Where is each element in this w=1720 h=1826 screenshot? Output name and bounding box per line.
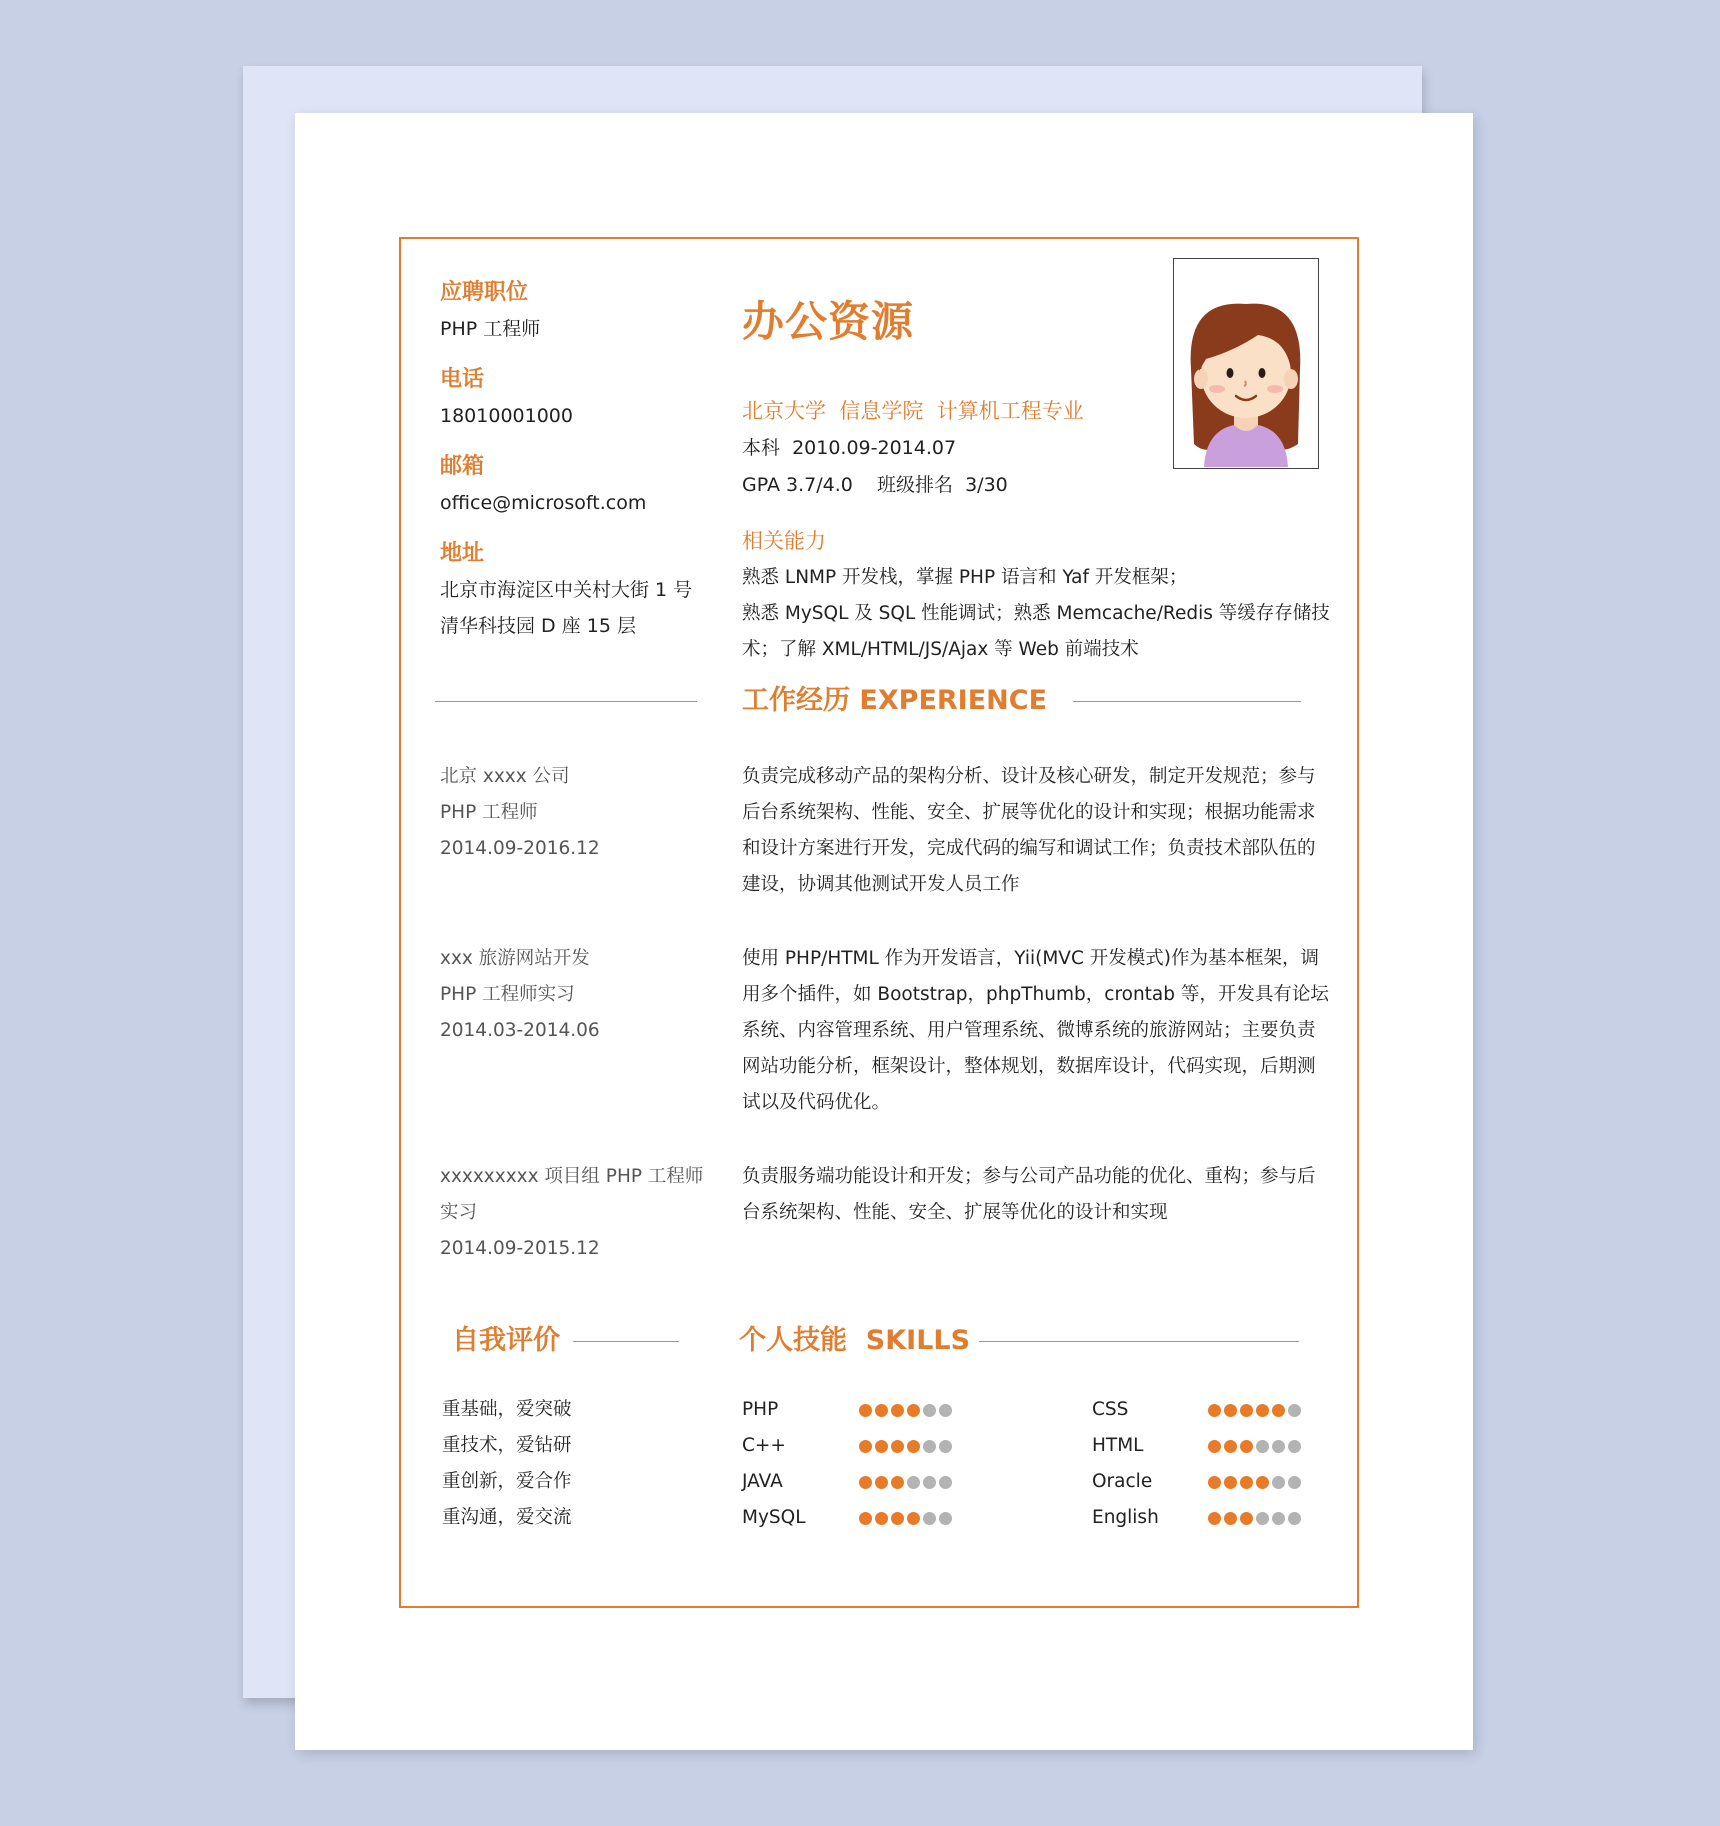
experience-desc-line: 网站功能分析，框架设计，整体规划，数据库设计，代码实现，后期测 bbox=[742, 1056, 1316, 1077]
rating-dot-filled bbox=[907, 1440, 920, 1453]
rating-dot-filled bbox=[875, 1512, 888, 1525]
resume-page bbox=[295, 113, 1473, 1750]
experience-period: 2014.09-2016.12 bbox=[440, 838, 600, 859]
rating-dot-filled bbox=[891, 1440, 904, 1453]
education-gpa: GPA 3.7/4.0 班级排名 3/30 bbox=[742, 474, 1008, 496]
experience-desc-line: 和设计方案进行开发，完成代码的编写和调试工作；负责技术部队伍的 bbox=[742, 838, 1316, 859]
abilities-line-3: 术；了解 XML/HTML/JS/Ajax 等 Web 前端技术 bbox=[742, 639, 1139, 660]
experience-desc-line: 负责服务端功能设计和开发；参与公司产品功能的优化、重构；参与后 bbox=[742, 1166, 1316, 1187]
rating-dot-empty bbox=[1288, 1404, 1301, 1417]
skill-name: CSS bbox=[1092, 1399, 1129, 1420]
rating-dot-filled bbox=[875, 1440, 888, 1453]
experience-rule-right bbox=[1073, 701, 1301, 702]
rating-dot-empty bbox=[923, 1512, 936, 1525]
self-eval-title: 自我评价 bbox=[452, 1325, 560, 1356]
rating-dot-filled bbox=[1208, 1476, 1221, 1489]
experience-company: xxxxxxxxx 项目组 PHP 工程师 bbox=[440, 1166, 704, 1187]
experience-rule-left bbox=[435, 701, 697, 702]
email-label: 邮箱 bbox=[440, 454, 485, 479]
experience-period: 2014.03-2014.06 bbox=[440, 1020, 600, 1041]
rating-dot-empty bbox=[1272, 1512, 1285, 1525]
skill-rating bbox=[1208, 1404, 1301, 1417]
abilities-line-1: 熟悉 LNMP 开发栈，掌握 PHP 语言和 Yaf 开发框架； bbox=[742, 567, 1188, 588]
email-value: office@microsoft.com bbox=[440, 492, 647, 514]
self-eval-rule bbox=[573, 1341, 679, 1342]
rating-dot-filled bbox=[1224, 1440, 1237, 1453]
skill-rating bbox=[859, 1440, 952, 1453]
rating-dot-empty bbox=[939, 1404, 952, 1417]
abilities-line-2: 熟悉 MySQL 及 SQL 性能调试；熟悉 Memcache/Redis 等缓存存储技 bbox=[742, 603, 1330, 624]
skills-title: 个人技能 SKILLS bbox=[739, 1325, 971, 1356]
address-line-1: 北京市海淀区中关村大街 1 号 bbox=[440, 579, 693, 601]
rating-dot-filled bbox=[1224, 1512, 1237, 1525]
rating-dot-empty bbox=[939, 1512, 952, 1525]
rating-dot-empty bbox=[1288, 1440, 1301, 1453]
candidate-name: 办公资源 bbox=[742, 297, 915, 346]
rating-dot-filled bbox=[891, 1512, 904, 1525]
skill-name: PHP bbox=[742, 1399, 779, 1420]
experience-desc-line: 负责完成移动产品的架构分析、设计及核心研发，制定开发规范；参与 bbox=[742, 766, 1316, 787]
rating-dot-filled bbox=[907, 1512, 920, 1525]
rating-dot-empty bbox=[1256, 1512, 1269, 1525]
phone-label: 电话 bbox=[440, 367, 485, 392]
skill-rating bbox=[859, 1512, 952, 1525]
rating-dot-filled bbox=[907, 1404, 920, 1417]
rating-dot-empty bbox=[939, 1476, 952, 1489]
abilities-title: 相关能力 bbox=[742, 529, 826, 553]
skill-rating bbox=[1208, 1476, 1301, 1489]
skill-rating bbox=[859, 1476, 952, 1489]
experience-desc-line: 用多个插件，如 Bootstrap，phpThumb，crontab 等，开发具有论坛 bbox=[742, 984, 1329, 1005]
skill-rating bbox=[1208, 1440, 1301, 1453]
avatar-girl-icon bbox=[1174, 259, 1317, 467]
experience-role: 实习 bbox=[440, 1202, 478, 1223]
rating-dot-filled bbox=[1256, 1476, 1269, 1489]
rating-dot-filled bbox=[891, 1476, 904, 1489]
address-line-2: 清华科技园 D 座 15 层 bbox=[440, 615, 636, 637]
rating-dot-filled bbox=[859, 1404, 872, 1417]
skill-rating bbox=[1208, 1512, 1301, 1525]
rating-dot-filled bbox=[1240, 1404, 1253, 1417]
rating-dot-empty bbox=[1272, 1440, 1285, 1453]
rating-dot-empty bbox=[923, 1404, 936, 1417]
education-degree: 本科 2010.09-2014.07 bbox=[742, 437, 957, 459]
rating-dot-filled bbox=[1224, 1476, 1237, 1489]
profile-photo bbox=[1173, 258, 1319, 469]
rating-dot-empty bbox=[923, 1440, 936, 1453]
skill-rating bbox=[859, 1404, 952, 1417]
experience-role: PHP 工程师实习 bbox=[440, 984, 575, 1005]
rating-dot-empty bbox=[1272, 1476, 1285, 1489]
rating-dot-empty bbox=[923, 1476, 936, 1489]
self-eval-item: 重技术，爱钻研 bbox=[442, 1435, 572, 1456]
skill-name: English bbox=[1092, 1507, 1159, 1528]
rating-dot-filled bbox=[1208, 1440, 1221, 1453]
experience-company: xxx 旅游网站开发 bbox=[440, 948, 590, 969]
position-label: 应聘职位 bbox=[440, 280, 529, 305]
rating-dot-filled bbox=[1208, 1512, 1221, 1525]
self-eval-item: 重沟通，爱交流 bbox=[442, 1507, 572, 1528]
rating-dot-filled bbox=[1208, 1404, 1221, 1417]
rating-dot-filled bbox=[1240, 1476, 1253, 1489]
rating-dot-empty bbox=[1288, 1476, 1301, 1489]
experience-title: 工作经历 EXPERIENCE bbox=[742, 685, 1048, 716]
skills-rule bbox=[979, 1341, 1299, 1342]
rating-dot-filled bbox=[859, 1512, 872, 1525]
experience-desc-line: 台系统架构、性能、安全、扩展等优化的设计和实现 bbox=[742, 1202, 1168, 1223]
experience-role: PHP 工程师 bbox=[440, 802, 538, 823]
experience-period: 2014.09-2015.12 bbox=[440, 1238, 600, 1259]
experience-desc-line: 系统、内容管理系统、用户管理系统、微博系统的旅游网站；主要负责 bbox=[742, 1020, 1316, 1041]
rating-dot-filled bbox=[1240, 1440, 1253, 1453]
skill-name: Oracle bbox=[1092, 1471, 1153, 1492]
experience-desc-line: 使用 PHP/HTML 作为开发语言，Yii(MVC 开发模式)作为基本框架，调 bbox=[742, 948, 1319, 969]
rating-dot-empty bbox=[1256, 1440, 1269, 1453]
rating-dot-empty bbox=[1288, 1512, 1301, 1525]
rating-dot-empty bbox=[907, 1476, 920, 1489]
position-value: PHP 工程师 bbox=[440, 318, 541, 340]
self-eval-item: 重基础，爱突破 bbox=[442, 1399, 572, 1420]
rating-dot-filled bbox=[859, 1476, 872, 1489]
experience-desc-line: 后台系统架构、性能、安全、扩展等优化的设计和实现；根据功能需求 bbox=[742, 802, 1316, 823]
experience-company: 北京 xxxx 公司 bbox=[440, 766, 570, 787]
skill-name: C++ bbox=[742, 1435, 786, 1456]
rating-dot-filled bbox=[1240, 1512, 1253, 1525]
experience-desc-line: 试以及代码优化。 bbox=[742, 1092, 891, 1113]
rating-dot-filled bbox=[875, 1404, 888, 1417]
skill-name: HTML bbox=[1092, 1435, 1144, 1456]
rating-dot-filled bbox=[891, 1404, 904, 1417]
skill-name: JAVA bbox=[742, 1471, 783, 1492]
rating-dot-filled bbox=[1272, 1404, 1285, 1417]
rating-dot-empty bbox=[939, 1440, 952, 1453]
phone-value: 18010001000 bbox=[440, 405, 573, 427]
skill-name: MySQL bbox=[742, 1507, 806, 1528]
education-school: 北京大学 信息学院 计算机工程专业 bbox=[742, 399, 1084, 423]
rating-dot-filled bbox=[875, 1476, 888, 1489]
self-eval-item: 重创新，爱合作 bbox=[442, 1471, 572, 1492]
experience-desc-line: 建设，协调其他测试开发人员工作 bbox=[742, 874, 1020, 895]
rating-dot-filled bbox=[1224, 1404, 1237, 1417]
address-label: 地址 bbox=[440, 541, 485, 566]
rating-dot-filled bbox=[1256, 1404, 1269, 1417]
rating-dot-filled bbox=[859, 1440, 872, 1453]
